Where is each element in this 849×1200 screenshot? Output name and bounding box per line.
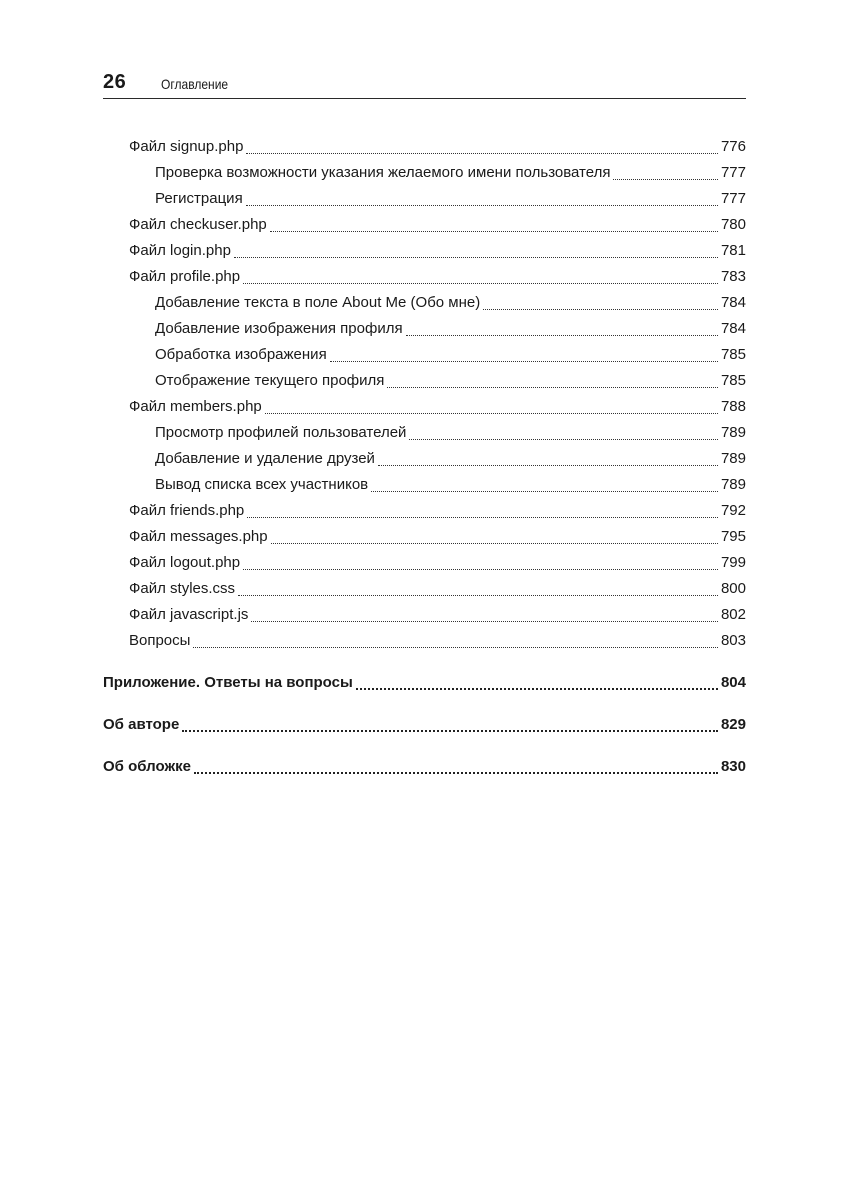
toc-subsection-entry[interactable] <box>103 316 746 342</box>
toc-entry-title: Файл javascript.js <box>129 606 249 623</box>
toc-entry-page-number: 785 <box>720 372 746 389</box>
toc-entry-title: Проверка возможности указания желаемого имени пользователя <box>155 164 611 181</box>
dot-leader <box>330 361 718 362</box>
toc-entry-title: Обработка изображения <box>155 346 327 363</box>
toc-section-entry[interactable] <box>103 602 746 628</box>
dot-leader <box>246 205 718 206</box>
page-header <box>103 68 746 99</box>
toc-section-entry[interactable] <box>103 264 746 290</box>
toc-entry-page-number: 781 <box>720 242 746 259</box>
toc-entry-page-number: 777 <box>720 190 746 207</box>
toc-entry-title: Файл login.php <box>129 242 231 259</box>
toc-entry-page-number: 795 <box>720 528 746 545</box>
running-title: Оглавление <box>161 76 229 92</box>
toc-chapter-entry[interactable] <box>103 754 746 780</box>
toc-entry-page-number: 788 <box>720 398 746 415</box>
toc-subsection-entry[interactable] <box>103 472 746 498</box>
dot-leader <box>613 179 717 180</box>
toc-entry-title: Вопросы <box>129 632 191 649</box>
toc-entry-title: Файл checkuser.php <box>129 216 267 233</box>
page-number: 26 <box>103 71 127 93</box>
toc-entry-page-number: 784 <box>720 320 746 337</box>
toc-entry-title: Добавление текста в поле About Me (Обо мне) <box>155 294 481 311</box>
toc-entry-page-number: 785 <box>720 346 746 363</box>
toc-entry-title: Об авторе <box>103 716 180 733</box>
toc-entry-page-number: 776 <box>720 138 746 155</box>
toc-entry-page-number: 784 <box>720 294 746 311</box>
dot-leader <box>193 647 718 648</box>
toc-entry-page-number: 792 <box>720 502 746 519</box>
toc-entry-title: Файл profile.php <box>129 268 241 285</box>
toc-entry-page-number: 789 <box>720 450 746 467</box>
toc-entry-page-number: 789 <box>720 424 746 441</box>
dot-leader <box>371 491 718 492</box>
toc-entry-page-number: 829 <box>720 716 746 733</box>
toc-entry-title: Файл friends.php <box>129 502 245 519</box>
toc-section-entry[interactable] <box>103 498 746 524</box>
toc-section-entry[interactable] <box>103 212 746 238</box>
toc-section-entry[interactable] <box>103 550 746 576</box>
dot-leader <box>387 387 718 388</box>
dot-leader <box>247 517 718 518</box>
dot-leader <box>243 569 718 570</box>
toc-entry-page-number: 783 <box>720 268 746 285</box>
dot-leader <box>378 465 718 466</box>
dot-leader <box>409 439 718 440</box>
dot-leader <box>251 621 718 622</box>
toc-entry-page-number: 803 <box>720 632 746 649</box>
toc-chapter-entry[interactable] <box>103 712 746 738</box>
toc-entry-title: Файл members.php <box>129 398 262 415</box>
toc-entry-page-number: 804 <box>720 674 746 691</box>
toc-section-entry[interactable] <box>103 238 746 264</box>
toc-entry-page-number: 789 <box>720 476 746 493</box>
dot-leader <box>182 730 718 732</box>
toc-entry-page-number: 800 <box>720 580 746 597</box>
toc-entry-title: Файл logout.php <box>129 554 241 571</box>
toc-subsection-entry[interactable] <box>103 368 746 394</box>
toc-entry-page-number: 780 <box>720 216 746 233</box>
dot-leader <box>265 413 718 414</box>
dot-leader <box>406 335 718 336</box>
toc-entry-title: Добавление и удаление друзей <box>155 450 375 467</box>
toc-entry-title: Отображение текущего профиля <box>155 372 385 389</box>
toc-chapter-entry[interactable] <box>103 670 746 696</box>
toc-entry-page-number: 799 <box>720 554 746 571</box>
table-of-contents <box>103 134 746 780</box>
dot-leader <box>234 257 718 258</box>
dot-leader <box>356 688 718 690</box>
toc-subsection-entry[interactable] <box>103 290 746 316</box>
toc-section-entry[interactable] <box>103 394 746 420</box>
toc-entry-title: Приложение. Ответы на вопросы <box>103 674 353 691</box>
toc-entry-page-number: 777 <box>720 164 746 181</box>
toc-subsection-entry[interactable] <box>103 342 746 368</box>
toc-entry-title: Файл styles.css <box>129 580 236 597</box>
toc-section-entry[interactable] <box>103 576 746 602</box>
toc-entry-title: Об обложке <box>103 758 191 775</box>
toc-section-entry[interactable] <box>103 628 746 654</box>
dot-leader <box>243 283 718 284</box>
toc-section-entry[interactable] <box>103 524 746 550</box>
toc-subsection-entry[interactable] <box>103 186 746 212</box>
toc-entry-title: Добавление изображения профиля <box>155 320 403 337</box>
toc-subsection-entry[interactable] <box>103 446 746 472</box>
toc-entry-title: Регистрация <box>155 190 243 207</box>
dot-leader <box>194 772 718 774</box>
toc-entry-page-number: 830 <box>720 758 746 775</box>
toc-entry-title: Вывод списка всех участников <box>155 476 369 493</box>
toc-subsection-entry[interactable] <box>103 160 746 186</box>
toc-entry-title: Файл signup.php <box>129 138 244 155</box>
toc-entry-page-number: 802 <box>720 606 746 623</box>
dot-leader <box>271 543 718 544</box>
toc-entry-title: Просмотр профилей пользователей <box>155 424 407 441</box>
toc-entry-title: Файл messages.php <box>129 528 268 545</box>
dot-leader <box>246 153 718 154</box>
toc-subsection-entry[interactable] <box>103 420 746 446</box>
dot-leader <box>270 231 718 232</box>
dot-leader <box>483 309 718 310</box>
toc-section-entry[interactable] <box>103 134 746 160</box>
dot-leader <box>238 595 718 596</box>
